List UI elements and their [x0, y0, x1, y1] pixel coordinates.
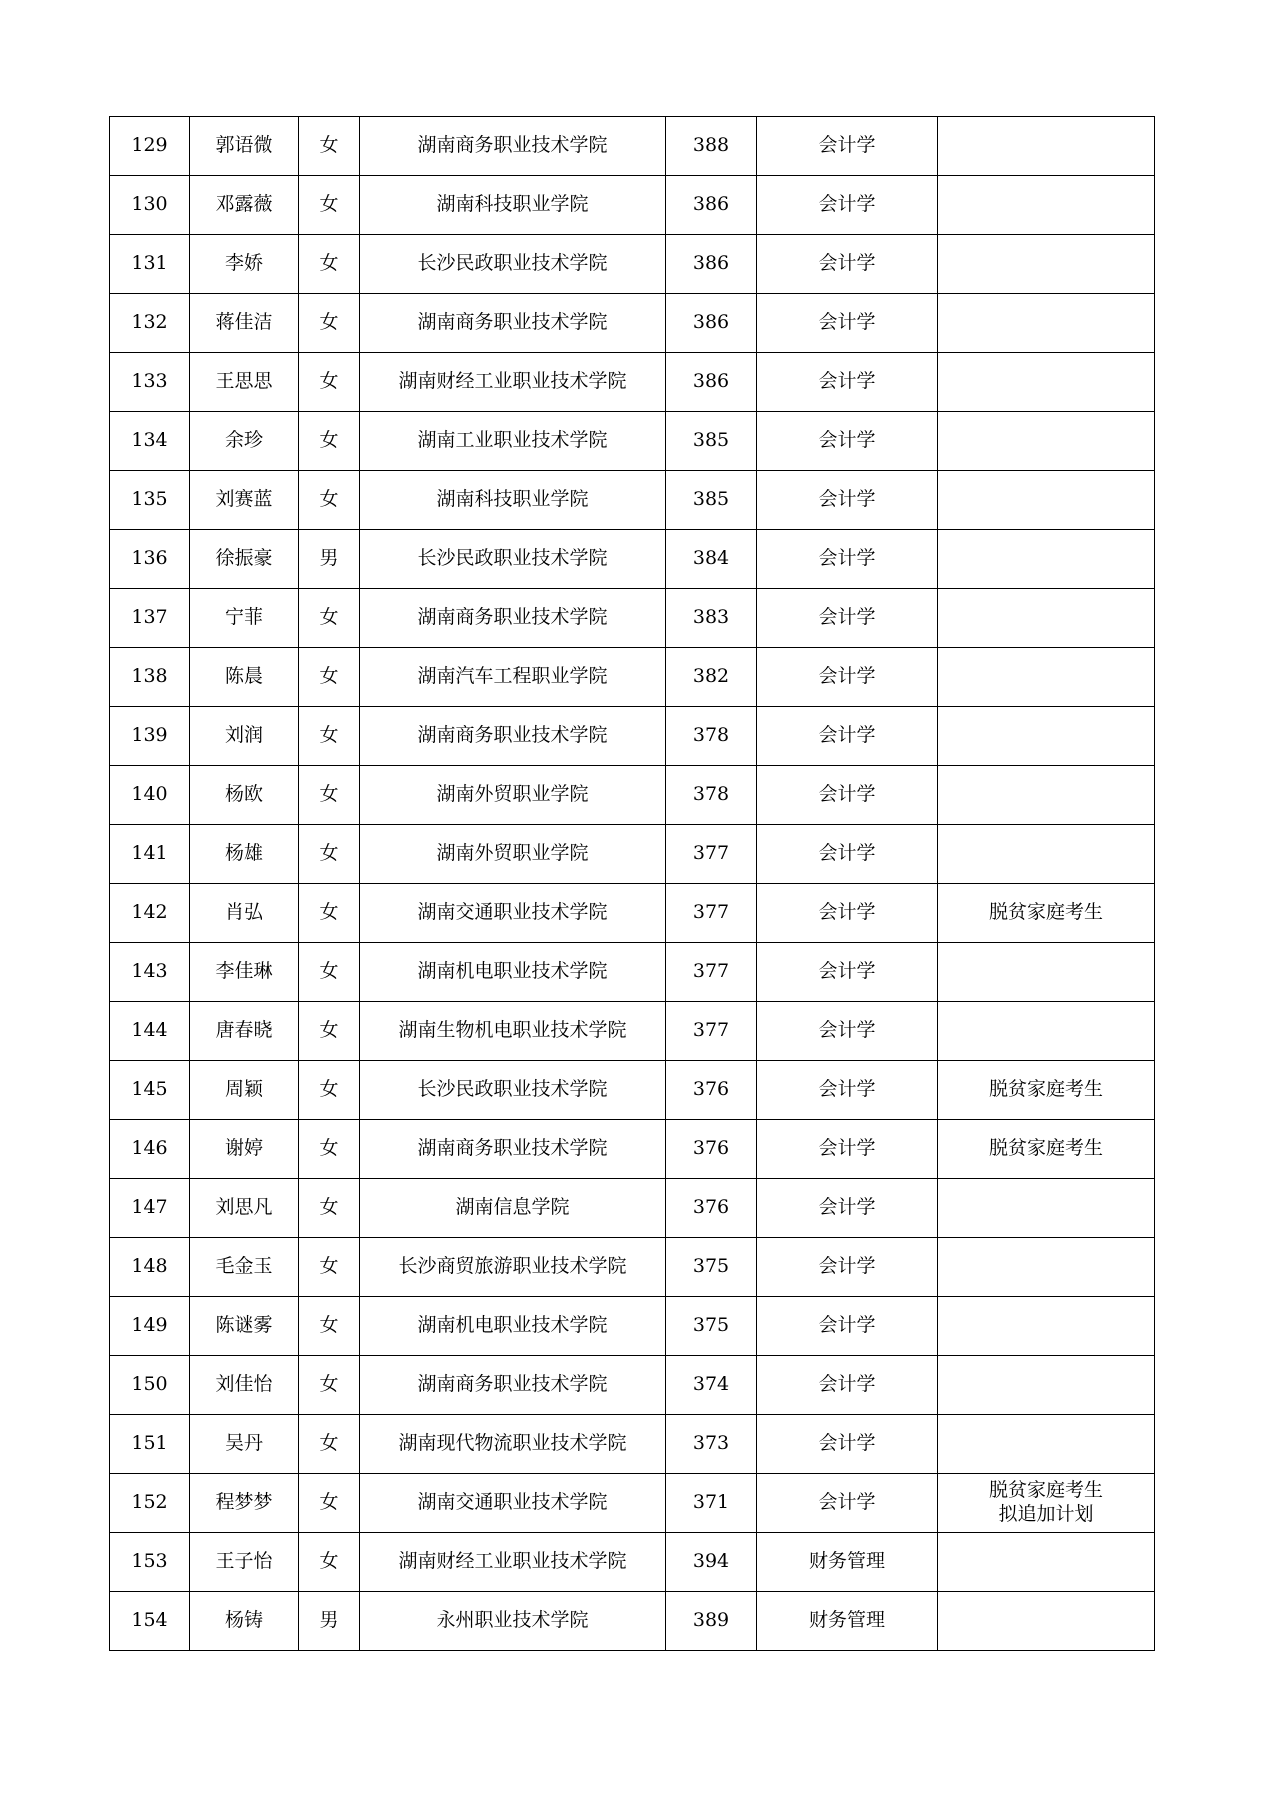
table-row	[110, 943, 1155, 1002]
table-row	[110, 1415, 1155, 1474]
table-row	[110, 1179, 1155, 1238]
score-cell: 377	[666, 884, 757, 943]
table-row	[110, 353, 1155, 412]
major-cell: 会计学	[757, 412, 938, 471]
note-cell	[938, 1592, 1155, 1651]
note-cell	[938, 766, 1155, 825]
gender-cell: 女	[299, 825, 360, 884]
note-cell	[938, 117, 1155, 176]
note-cell	[938, 884, 1155, 943]
student-name-cell: 吴丹	[190, 1415, 299, 1474]
gender-cell: 女	[299, 1002, 360, 1061]
table-row	[110, 766, 1155, 825]
table-row	[110, 1592, 1155, 1651]
note-cell	[938, 530, 1155, 589]
major-cell: 会计学	[757, 766, 938, 825]
student-name-cell: 徐振豪	[190, 530, 299, 589]
note-cell	[938, 1120, 1155, 1179]
student-name-cell: 毛金玉	[190, 1238, 299, 1297]
score-cell: 377	[666, 825, 757, 884]
student-name-cell: 余珍	[190, 412, 299, 471]
school-cell: 湖南工业职业技术学院	[360, 412, 666, 471]
score-cell: 376	[666, 1120, 757, 1179]
gender-cell: 女	[299, 707, 360, 766]
gender-cell: 女	[299, 117, 360, 176]
student-name-cell: 李娇	[190, 235, 299, 294]
note-cell	[938, 589, 1155, 648]
row-number-cell: 152	[110, 1474, 190, 1533]
major-cell: 会计学	[757, 1179, 938, 1238]
table-row	[110, 1061, 1155, 1120]
student-name-cell: 陈谜雾	[190, 1297, 299, 1356]
score-cell: 371	[666, 1474, 757, 1533]
score-cell: 386	[666, 176, 757, 235]
major-cell: 财务管理	[757, 1533, 938, 1592]
score-cell: 386	[666, 294, 757, 353]
table-row	[110, 117, 1155, 176]
row-number-cell: 135	[110, 471, 190, 530]
score-cell: 375	[666, 1297, 757, 1356]
row-number-cell: 154	[110, 1592, 190, 1651]
table-row	[110, 1533, 1155, 1592]
gender-cell: 女	[299, 648, 360, 707]
note-line: 脱贫家庭考生	[988, 1078, 1103, 1101]
student-name-cell: 郭语微	[190, 117, 299, 176]
gender-cell: 女	[299, 1474, 360, 1533]
table-row	[110, 1297, 1155, 1356]
table-row	[110, 589, 1155, 648]
score-cell: 384	[666, 530, 757, 589]
score-cell: 376	[666, 1179, 757, 1238]
admission-roster-table	[109, 116, 1155, 1651]
table-row	[110, 1474, 1155, 1533]
note-cell	[938, 1061, 1155, 1120]
school-cell: 湖南现代物流职业技术学院	[360, 1415, 666, 1474]
school-cell: 湖南交通职业技术学院	[360, 884, 666, 943]
row-number-cell: 134	[110, 412, 190, 471]
table-row	[110, 884, 1155, 943]
row-number-cell: 131	[110, 235, 190, 294]
score-cell: 378	[666, 707, 757, 766]
score-cell: 374	[666, 1356, 757, 1415]
major-cell: 会计学	[757, 1120, 938, 1179]
student-name-cell: 杨欧	[190, 766, 299, 825]
score-cell: 376	[666, 1061, 757, 1120]
row-number-cell: 132	[110, 294, 190, 353]
school-cell: 湖南生物机电职业技术学院	[360, 1002, 666, 1061]
gender-cell: 男	[299, 1592, 360, 1651]
major-cell: 会计学	[757, 1297, 938, 1356]
major-cell: 会计学	[757, 294, 938, 353]
score-cell: 389	[666, 1592, 757, 1651]
gender-cell: 男	[299, 530, 360, 589]
row-number-cell: 138	[110, 648, 190, 707]
table-row	[110, 530, 1155, 589]
student-name-cell: 刘赛蓝	[190, 471, 299, 530]
gender-cell: 女	[299, 943, 360, 1002]
student-name-cell: 程梦梦	[190, 1474, 299, 1533]
gender-cell: 女	[299, 884, 360, 943]
note-cell	[938, 1238, 1155, 1297]
note-cell	[938, 471, 1155, 530]
row-number-cell: 153	[110, 1533, 190, 1592]
row-number-cell: 139	[110, 707, 190, 766]
table-row	[110, 1002, 1155, 1061]
gender-cell: 女	[299, 1356, 360, 1415]
row-number-cell: 136	[110, 530, 190, 589]
row-number-cell: 151	[110, 1415, 190, 1474]
school-cell: 湖南外贸职业学院	[360, 825, 666, 884]
table-row	[110, 707, 1155, 766]
score-cell: 378	[666, 766, 757, 825]
note-cell	[938, 943, 1155, 1002]
row-number-cell: 141	[110, 825, 190, 884]
major-cell: 会计学	[757, 1061, 938, 1120]
note-cell	[938, 412, 1155, 471]
gender-cell: 女	[299, 412, 360, 471]
row-number-cell: 145	[110, 1061, 190, 1120]
table-row	[110, 1238, 1155, 1297]
note-cell	[938, 707, 1155, 766]
student-name-cell: 陈晨	[190, 648, 299, 707]
school-cell: 湖南信息学院	[360, 1179, 666, 1238]
note-cell	[938, 294, 1155, 353]
note-cell	[938, 1356, 1155, 1415]
major-cell: 会计学	[757, 1002, 938, 1061]
row-number-cell: 143	[110, 943, 190, 1002]
major-cell: 会计学	[757, 530, 938, 589]
row-number-cell: 146	[110, 1120, 190, 1179]
major-cell: 会计学	[757, 117, 938, 176]
major-cell: 会计学	[757, 884, 938, 943]
row-number-cell: 142	[110, 884, 190, 943]
score-cell: 386	[666, 353, 757, 412]
table-row	[110, 471, 1155, 530]
note-cell	[938, 1179, 1155, 1238]
table-row	[110, 235, 1155, 294]
table-row	[110, 1356, 1155, 1415]
school-cell: 湖南财经工业职业技术学院	[360, 353, 666, 412]
major-cell: 会计学	[757, 825, 938, 884]
gender-cell: 女	[299, 589, 360, 648]
gender-cell: 女	[299, 1061, 360, 1120]
student-name-cell: 邓露薇	[190, 176, 299, 235]
note-line: 拟追加计划	[998, 1503, 1094, 1525]
student-name-cell: 蒋佳洁	[190, 294, 299, 353]
row-number-cell: 144	[110, 1002, 190, 1061]
student-name-cell: 宁菲	[190, 589, 299, 648]
note-cell	[938, 648, 1155, 707]
roster-table-body	[110, 117, 1155, 1651]
gender-cell: 女	[299, 235, 360, 294]
gender-cell: 女	[299, 176, 360, 235]
gender-cell: 女	[299, 471, 360, 530]
score-cell: 385	[666, 471, 757, 530]
gender-cell: 女	[299, 1297, 360, 1356]
gender-cell: 女	[299, 766, 360, 825]
major-cell: 会计学	[757, 176, 938, 235]
major-cell: 会计学	[757, 1356, 938, 1415]
row-number-cell: 149	[110, 1297, 190, 1356]
major-cell: 会计学	[757, 353, 938, 412]
row-number-cell: 133	[110, 353, 190, 412]
student-name-cell: 刘思凡	[190, 1179, 299, 1238]
school-cell: 湖南商务职业技术学院	[360, 294, 666, 353]
school-cell: 湖南科技职业学院	[360, 176, 666, 235]
note-cell	[938, 825, 1155, 884]
gender-cell: 女	[299, 1533, 360, 1592]
student-name-cell: 刘佳怡	[190, 1356, 299, 1415]
major-cell: 会计学	[757, 1474, 938, 1533]
gender-cell: 女	[299, 1238, 360, 1297]
school-cell: 长沙民政职业技术学院	[360, 235, 666, 294]
note-cell	[938, 176, 1155, 235]
school-cell: 湖南财经工业职业技术学院	[360, 1533, 666, 1592]
row-number-cell: 150	[110, 1356, 190, 1415]
score-cell: 377	[666, 1002, 757, 1061]
school-cell: 湖南商务职业技术学院	[360, 117, 666, 176]
student-name-cell: 肖弘	[190, 884, 299, 943]
school-cell: 长沙民政职业技术学院	[360, 1061, 666, 1120]
table-row	[110, 176, 1155, 235]
note-cell	[938, 1002, 1155, 1061]
major-cell: 会计学	[757, 1238, 938, 1297]
school-cell: 长沙民政职业技术学院	[360, 530, 666, 589]
score-cell: 385	[666, 412, 757, 471]
student-name-cell: 谢婷	[190, 1120, 299, 1179]
student-name-cell: 王子怡	[190, 1533, 299, 1592]
row-number-cell: 148	[110, 1238, 190, 1297]
school-cell: 湖南商务职业技术学院	[360, 589, 666, 648]
score-cell: 386	[666, 235, 757, 294]
score-cell: 388	[666, 117, 757, 176]
school-cell: 湖南机电职业技术学院	[360, 1297, 666, 1356]
score-cell: 382	[666, 648, 757, 707]
school-cell: 永州职业技术学院	[360, 1592, 666, 1651]
student-name-cell: 李佳琳	[190, 943, 299, 1002]
table-row	[110, 648, 1155, 707]
table-row	[110, 1120, 1155, 1179]
student-name-cell: 周颖	[190, 1061, 299, 1120]
major-cell: 会计学	[757, 589, 938, 648]
note-cell	[938, 1533, 1155, 1592]
school-cell: 湖南商务职业技术学院	[360, 707, 666, 766]
gender-cell: 女	[299, 294, 360, 353]
major-cell: 会计学	[757, 943, 938, 1002]
row-number-cell: 137	[110, 589, 190, 648]
gender-cell: 女	[299, 1415, 360, 1474]
note-cell	[938, 1415, 1155, 1474]
table-row	[110, 825, 1155, 884]
table-row	[110, 294, 1155, 353]
note-cell	[938, 353, 1155, 412]
school-cell: 湖南交通职业技术学院	[360, 1474, 666, 1533]
gender-cell: 女	[299, 353, 360, 412]
major-cell: 会计学	[757, 235, 938, 294]
major-cell: 会计学	[757, 648, 938, 707]
note-line: 脱贫家庭考生	[988, 1137, 1103, 1160]
school-cell: 湖南科技职业学院	[360, 471, 666, 530]
school-cell: 湖南外贸职业学院	[360, 766, 666, 825]
score-cell: 375	[666, 1238, 757, 1297]
major-cell: 会计学	[757, 471, 938, 530]
student-name-cell: 杨雄	[190, 825, 299, 884]
note-cell	[938, 1474, 1155, 1533]
score-cell: 373	[666, 1415, 757, 1474]
table-row	[110, 412, 1155, 471]
row-number-cell: 147	[110, 1179, 190, 1238]
major-cell: 财务管理	[757, 1592, 938, 1651]
student-name-cell: 唐春晓	[190, 1002, 299, 1061]
note-line: 脱贫家庭考生	[988, 1479, 1103, 1502]
row-number-cell: 140	[110, 766, 190, 825]
score-cell: 383	[666, 589, 757, 648]
school-cell: 湖南商务职业技术学院	[360, 1120, 666, 1179]
note-cell	[938, 1297, 1155, 1356]
school-cell: 湖南汽车工程职业学院	[360, 648, 666, 707]
student-name-cell: 王思思	[190, 353, 299, 412]
major-cell: 会计学	[757, 1415, 938, 1474]
major-cell: 会计学	[757, 707, 938, 766]
school-cell: 长沙商贸旅游职业技术学院	[360, 1238, 666, 1297]
student-name-cell: 刘润	[190, 707, 299, 766]
note-cell	[938, 235, 1155, 294]
note-line: 脱贫家庭考生	[988, 901, 1103, 924]
score-cell: 394	[666, 1533, 757, 1592]
row-number-cell: 129	[110, 117, 190, 176]
student-name-cell: 杨铸	[190, 1592, 299, 1651]
school-cell: 湖南机电职业技术学院	[360, 943, 666, 1002]
score-cell: 377	[666, 943, 757, 1002]
school-cell: 湖南商务职业技术学院	[360, 1356, 666, 1415]
row-number-cell: 130	[110, 176, 190, 235]
gender-cell: 女	[299, 1120, 360, 1179]
gender-cell: 女	[299, 1179, 360, 1238]
